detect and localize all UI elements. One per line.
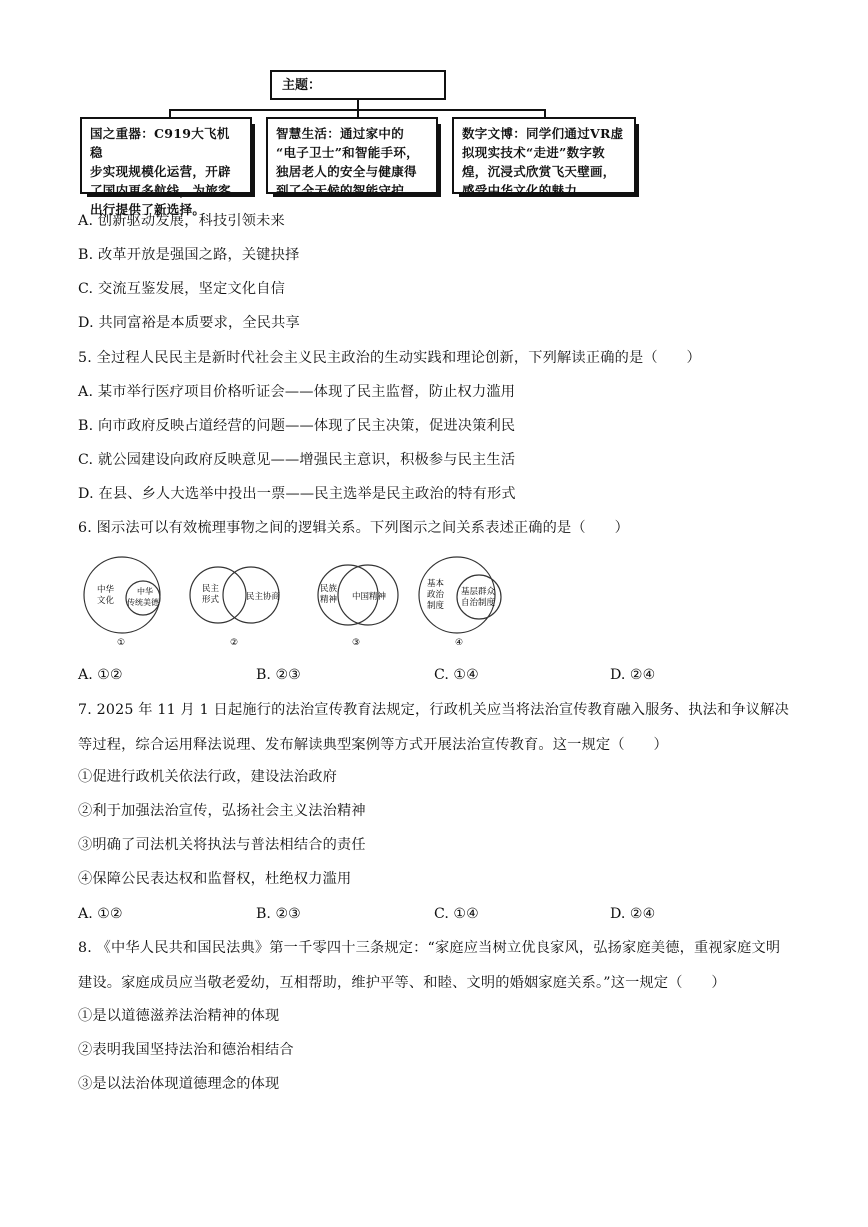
q7-option-a[interactable]: A. ①② [78, 906, 123, 922]
q6-stem: 6. 图示法可以有效梳理事物之间的逻辑关系。下列图示之间关系表述正确的是（ ） [78, 520, 629, 536]
topic-box [270, 70, 446, 100]
q7-statement-4: ④保障公民表达权和监督权，杜绝权力滥用 [78, 871, 352, 887]
card-line: 数字文博：同学们通过VR虚 [462, 126, 624, 141]
q6-option-a[interactable]: A. ①② [78, 667, 123, 683]
card-line: 步实现规模化运营，开辟 [90, 164, 231, 179]
card-line: 到了全天候的智能守护。 [276, 183, 417, 198]
inner-label: 自治制度 [461, 598, 496, 608]
q7-option-b[interactable]: B. ②③ [256, 906, 301, 922]
theme-card [80, 117, 252, 217]
q6-option-d[interactable]: D. ②④ [610, 667, 656, 683]
q7-statement-3: ③明确了司法机关将执法与普法相结合的责任 [78, 837, 366, 853]
theme-card [452, 117, 636, 198]
outer-label: 文化 [97, 596, 115, 606]
card-line: 独居老人的安全与健康得 [276, 164, 417, 179]
q8-statement-2: ②表明我国坚持法治和德治相结合 [78, 1042, 294, 1058]
q8-statement-3: ③是以法治体现道德理念的体现 [78, 1076, 280, 1092]
q7-statement-1: ①促进行政机关依法行政，建设法治政府 [78, 769, 337, 785]
topic-label: 主题： [282, 78, 322, 93]
venn-figure-3 [308, 553, 402, 649]
q5-option-d[interactable]: D. 在县、乡人大选举中投出一票——民主选举是民主政治的特有形式 [78, 486, 516, 502]
q6-option-c[interactable]: C. ①④ [434, 667, 479, 683]
q8-stem: 8. 《中华人民共和国民法典》第一千零四十三条规定：“家庭应当树立优良家风，弘扬家庭美德，重视家庭文明建设。家庭成员应当敬老爱幼，互相帮助，维护平等、和睦、文明的婚姻家庭关系。”这一规定（ ） [78, 940, 781, 991]
q7-statement-2: ②利于加强法治宣传，弘扬社会主义法治精神 [78, 803, 366, 819]
card-line: 感受中华文化的魅力。 [462, 183, 591, 198]
venn-figure-2 [188, 553, 282, 649]
q4-option-c[interactable]: C. 交流互鉴发展，坚定文化自信 [78, 281, 286, 297]
figure-number: ③ [352, 638, 361, 648]
outer-label: 中华 [97, 585, 115, 595]
q6-option-b[interactable]: B. ②③ [256, 667, 301, 683]
figure-number: ② [230, 638, 239, 648]
inner-label: 传统美德 [127, 598, 159, 607]
inner-label: 基层群众 [461, 587, 496, 597]
q4-option-a[interactable]: A. 创新驱动发展，科技引领未来 [78, 213, 285, 229]
outer-label: 基本 [427, 579, 445, 589]
card-line: 国之重器：C919大飞机稳 [90, 126, 230, 160]
q8-statement-1: ①是以道德滋养法治精神的体现 [78, 1008, 280, 1024]
q5-option-c[interactable]: C. 就公园建设向政府反映意见——增强民主意识，积极参与民主生活 [78, 452, 516, 468]
venn-figure-4 [415, 553, 509, 649]
card-line: 煌，沉浸式欣赏飞天壁画， [462, 164, 616, 179]
q5-option-a[interactable]: A. 某市举行医疗项目价格听证会——体现了民主监督，防止权力滥用 [78, 384, 516, 400]
q7-stem: 7. 2025 年 11 月 1 日起施行的法治宣传教育法规定，行政机关应当将法治宣传教育融入服务、执法和争议解决等过程，综合运用释法说理、发布解读典型案例等方式开展法治宣传教育。这一规定（ ） [78, 702, 790, 753]
q5-option-b[interactable]: B. 向市政府反映占道经营的问题——体现了民主决策，促进决策利民 [78, 418, 516, 434]
outer-label: 制度 [427, 601, 445, 611]
card-line: 拟现实技术“走进”数字敦 [462, 145, 605, 160]
left-label: 民族 [320, 584, 338, 594]
card-line: “电子卫士”和智能手环， [276, 145, 419, 160]
left-label: 民主 [202, 584, 220, 594]
card-line: 出行提供了新选择。 [90, 202, 206, 217]
right-label: 民主协商 [246, 592, 281, 602]
q4-option-d[interactable]: D. 共同富裕是本质要求，全民共享 [78, 315, 300, 331]
venn-figure-1 [80, 553, 174, 649]
card-line: 了国内更多航线，为旅客 [90, 183, 231, 198]
card-line: 智慧生活：通过家中的 [276, 126, 405, 141]
figure-number: ④ [455, 638, 464, 648]
q7-option-c[interactable]: C. ①④ [434, 906, 479, 922]
q4-option-b[interactable]: B. 改革开放是强国之路，关键抉择 [78, 247, 300, 263]
figure-number: ① [117, 638, 126, 648]
theme-card [266, 117, 438, 198]
right-label: 中国精神 [352, 592, 387, 602]
q5-stem: 5. 全过程人民民主是新时代社会主义民主政治的生动实践和理论创新，下列解读正确的是（ ） [78, 350, 701, 366]
inner-label: 中华 [137, 587, 153, 596]
left-label: 精神 [320, 595, 338, 605]
q7-option-d[interactable]: D. ②④ [610, 906, 656, 922]
outer-label: 政治 [427, 590, 445, 600]
left-label: 形式 [202, 595, 220, 605]
